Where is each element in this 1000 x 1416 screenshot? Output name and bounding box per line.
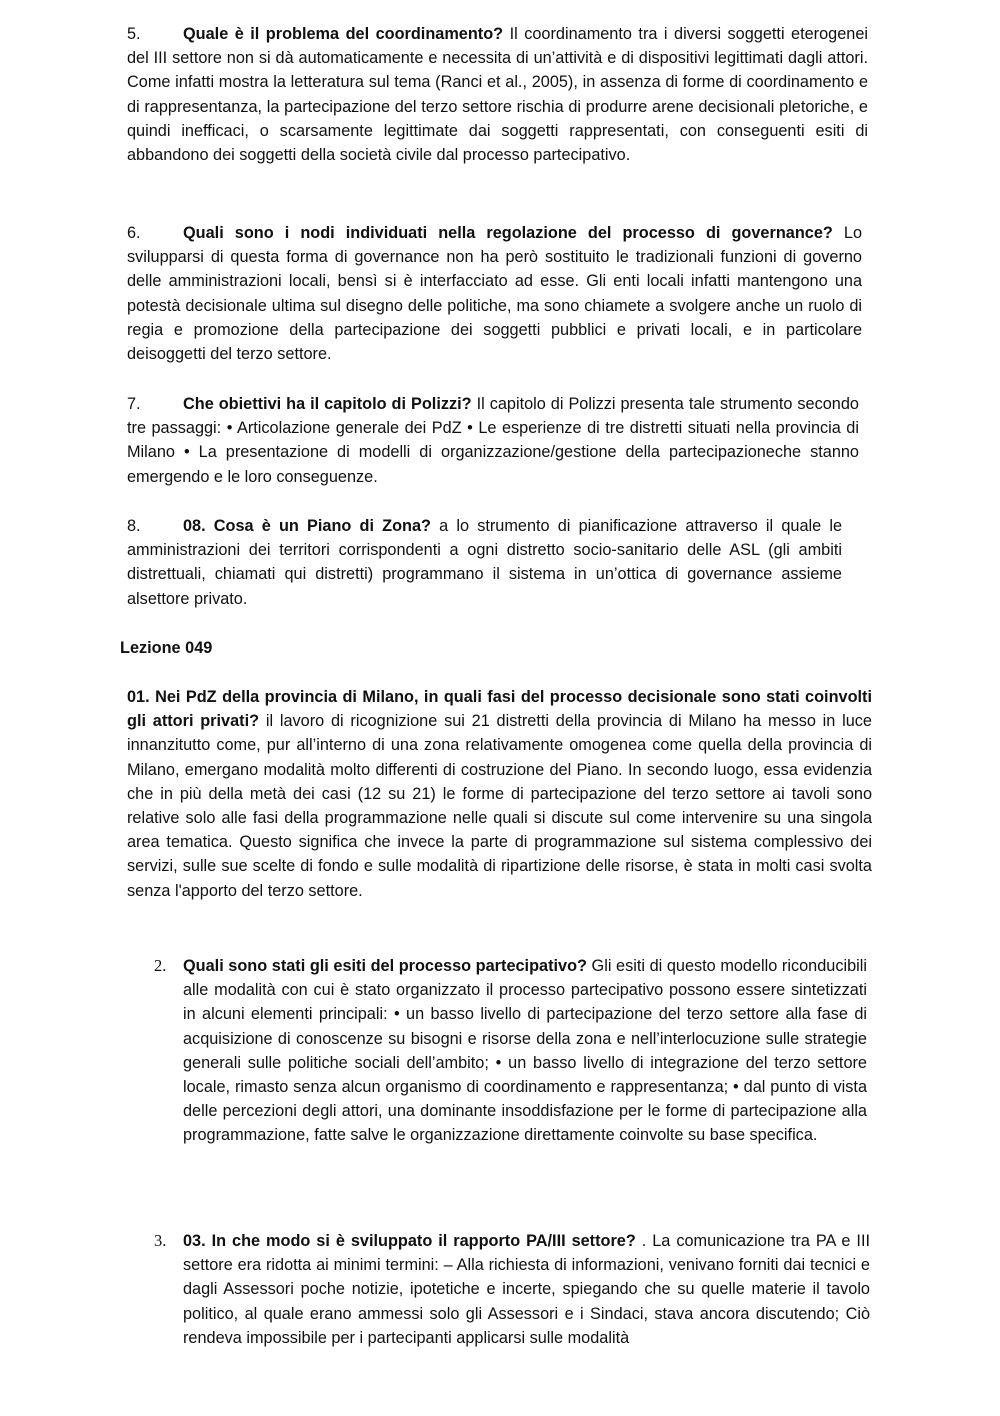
qa-item-5 (127, 22, 868, 167)
item-question: 08. Cosa è un Piano di Zona? (183, 517, 431, 535)
qa-item-8 (127, 514, 842, 611)
item-question: 03. In che modo si è sviluppato il rapporto PA/III settore? (183, 1232, 636, 1250)
qa-item-7 (127, 392, 859, 489)
item-answer: Il coordinamento tra i diversi soggetti eterogenei del III settore non si dà automaticamente e necessita di un’attività e di dispositivi legittimati dagli attori. Come infatti mostra la letteratura sul tema (Ranci et al., 2005), in assenza di forme di coordinamento e di rappresentanza, la partecipazione del terzo settore rischia di produrre arene decisionali pletoriche, e quindi inefficaci, o scarsamente legittimate dai soggetti rappresentati, con conseguenti esiti di abbandono dei soggetti della società civile dal processo partecipativo. (127, 25, 868, 165)
item-answer: Gli esiti di questo modello riconducibili alle modalità con cui è stato organizzato il processo partecipativo possono essere sintetizzati in alcuni elementi principali: • un basso livello di partecipazione del terzo settore alla fase di acquisizione di conoscenze su bisogni e risorse della zona e nell’interlocuzione sulle strategie generali sulle politiche sociali dell’ambito; • un basso livello di integrazione del terzo settore locale, rimasto senza alcun organismo di coordinamento e rappresentanza; • dal punto di vista delle percezioni degli attori, una dominante insoddisfazione per le forme di partecipazione alla programmazione, fatte salve le organizzazione direttamente coinvolte su base specifica. (183, 957, 867, 1145)
item-answer: Lo svilupparsi di questa forma di governance non ha però sostituito le tradizionali funzioni di governo delle amministrazioni locali, bensì si è interfacciato ad esse. Gli enti locali infatti mantengono una potestà decisionale ultima sul disegno delle politiche, ma sono chiamete a svolgere anche un ruolo di regia e promozione della partecipazione dei soggetti pubblici e privati locali, e in particolare deisoggetti del terzo settore. (127, 224, 863, 364)
item-answer: . La comunicazione tra PA e III settore era ridotta ai minimi termini: – Alla richiesta di informazioni, venivano forniti dai tecnici e dagli Assessori poche notizie, ipotetiche e incerte, spiegando che su quelle materie il tavolo politico, al quale erano ammessi solo gli Assessori e i Sindaci, stava ancora discutendo; Ciò rendeva impossibile per i partecipanti applicarsi sulle modalità (183, 1232, 870, 1347)
item-number: 7. (127, 395, 141, 413)
item-number: 6. (127, 224, 141, 242)
item-answer: il lavoro di ricognizione sui 21 distretti della provincia di Milano ha messo in luce innanzitutto come, pur all’interno di una zona relativamente omogenea come quella della provincia di Milano, emergano modalità molto differenti di costruzione del Piano. In secondo luogo, essa evidenzia che in più della metà dei casi (12 su 21) le forme di partecipazione del terzo settore ai tavoli sono relative solo alle fasi della programmazione nelle quali si discute sul come intervenire su una singola area tematica. Questo significa che invece la parte di programmazione sul sistema complessivo dei servizi, sulle sue scelte di fondo e sulle modalità di ripartizione delle risorse, è stata in molti casi svolta senza l'apporto del terzo settore. (127, 712, 872, 900)
item-question: Quale è il problema del coordinamento? (183, 25, 504, 43)
item-answer: Il capitolo di Polizzi presenta tale strumento secondo tre passaggi: • Articolazione generale dei PdZ • Le esperienze di tre distretti situati nella provincia di Milano • La presentazione di modelli di organizzazione/gestione della partecipazioneche stanno emergendo e le loro conseguenze. (127, 395, 859, 486)
item-answer: a lo strumento di pianificazione attraverso il quale le amministrazioni dei territori corrispondenti a ogni distretto socio-sanitario delle ASL (gli ambiti distrettuali, chiamati qui distretti) programmano il sistema in un’ottica di governance assieme alsettore privato. (127, 517, 842, 608)
qa-item-6 (127, 221, 862, 366)
item-number: 2. (154, 956, 167, 975)
item-question: Quali sono i nodi individuati nella regolazione del processo di governance? (183, 224, 833, 242)
section-heading: Lezione 049 (120, 639, 213, 657)
item-question: 01. Nei PdZ della provincia di Milano, in quali fasi del processo decisionale sono stati coinvolti gli attori privati? (127, 688, 872, 731)
lesson-item-1 (127, 685, 872, 903)
item-number: 8. (127, 517, 141, 535)
item-number: 3. (154, 1231, 167, 1250)
lesson-item-3 (154, 1229, 870, 1350)
lesson-item-2 (154, 954, 867, 1148)
item-question: Che obiettivi ha il capitolo di Polizzi? (183, 395, 472, 413)
item-number: 5. (127, 25, 141, 43)
item-question: Quali sono stati gli esiti del processo partecipativo? (183, 957, 587, 975)
